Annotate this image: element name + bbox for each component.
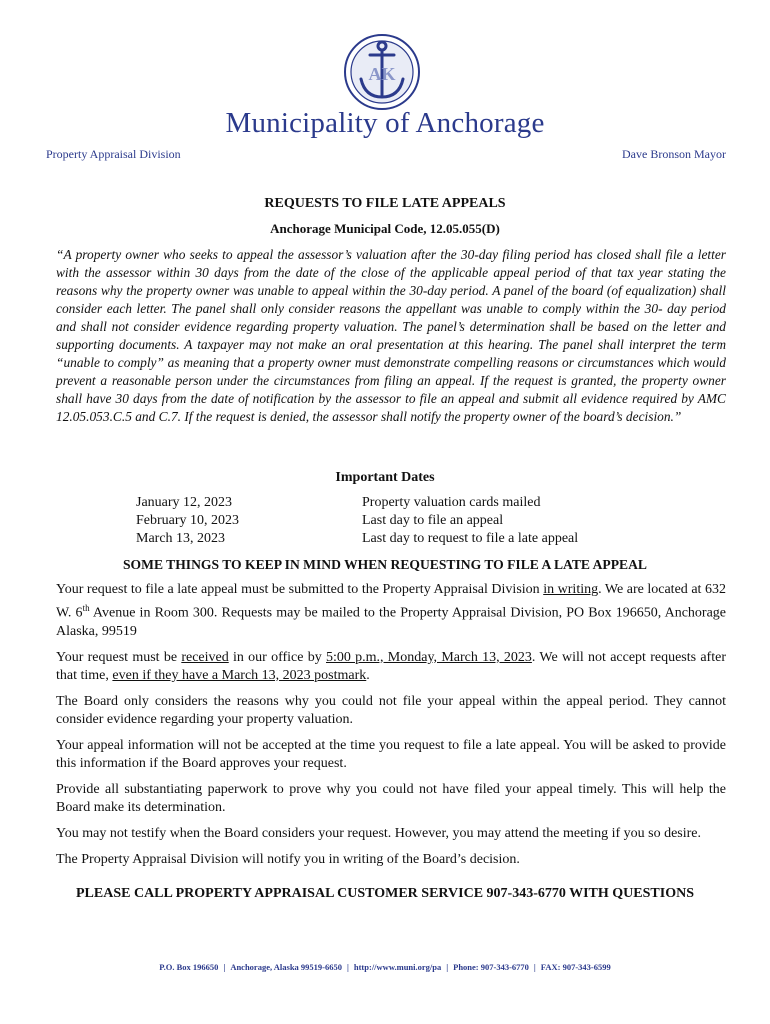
paragraph-deadline: Your request must be received in our office by 5:00 p.m., Monday, March 13, 2023. We will not accept requests after that time, even if they have a March 13, 2023 postmark. (56, 649, 726, 683)
footer-fax: FAX: 907-343-6599 (540, 962, 611, 972)
division-name: Property Appraisal Division (46, 147, 181, 161)
footer-separator: | (533, 962, 536, 972)
important-dates-heading: Important Dates (335, 470, 435, 485)
footer-separator: | (446, 962, 449, 972)
footer-pobox: P.O. Box 196650 (159, 962, 219, 972)
paragraph-board-considers: The Board only considers the reasons why you could not file your appeal within the appeal period. They cannot consider evidence regarding your property valuation. (56, 693, 726, 727)
paragraph-appeal-information: Your appeal information will not be accepted at the time you request to file a late appeal. You will be asked to provide this information if the Board approves your request. (56, 737, 726, 771)
footer-separator: | (347, 962, 349, 972)
municipal-code-reference: Anchorage Municipal Code, 12.05.055(D) (270, 221, 500, 236)
guidance-body (56, 581, 726, 877)
date-value: February 10, 2023 (136, 513, 240, 528)
date-value: March 13, 2023 (136, 531, 226, 546)
municipality-name: Municipality of Anchorage (225, 107, 545, 139)
keep-in-mind-heading: SOME THINGS TO KEEP IN MIND WHEN REQUESTING TO FILE A LATE APPEAL (122, 557, 647, 572)
footer-city: Anchorage, Alaska 99519-6650 (230, 962, 342, 972)
footer-separator: | (223, 962, 226, 972)
municipality-seal-logo (343, 33, 421, 111)
customer-service-call-line: PLEASE CALL PROPERTY APPRAISAL CUSTOMER SERVICE 907-343-6770 WITH QUESTIONS (76, 886, 694, 901)
footer-contact (0, 962, 770, 972)
date-event: Property valuation cards mailed (362, 495, 541, 510)
document-title: REQUESTS TO FILE LATE APPEALS (264, 196, 506, 211)
seal-lettering: AK (368, 64, 396, 84)
code-quotation: “A property owner who seeks to appeal the assessor’s valuation after the 30-day filing period has closed shall file a letter with the assessor within 30 days from the date of the close of the applicable appeal period of that tax year stating the reasons why the property owner was unable to appeal within the 30-day period. A panel of the board (of equalization) shall consider each letter. The panel shall only consider reasons the appellant was unable to comply within the 30- day period and shall not consider evidence regarding property valuation. The panel’s determination shall be based on the letter and supporting documents. A taxpayer may not make an oral presentation at this hearing. The panel shall interpret the term “unable to comply” as meaning that a property owner must demonstrate compelling reasons or circumstances which would prevent a reasonable person under the circumstances from filing an appeal. If the request is granted, the property owner shall have 30 days from the date of notification by the assessor to file an appeal and submit all evidence required by AMC 12.05.053.C.5 and C.7. If the request is denied, the assessor shall notify the property owner of the board’s decision.” (56, 247, 726, 424)
paragraph-testify: You may not testify when the Board considers your request. However, you may attend the meeting if you so desire. (56, 825, 701, 841)
date-row (136, 530, 578, 548)
date-event: Last day to file an appeal (362, 513, 504, 528)
date-event: Last day to request to file a late appeal (362, 531, 579, 546)
date-value: January 12, 2023 (136, 495, 233, 510)
footer-url-link[interactable]: http://www.muni.org/pa (353, 962, 442, 972)
date-row (136, 512, 578, 530)
footer-phone: Phone: 907-343-6770 (453, 962, 529, 972)
paragraph-submission: Your request to file a late appeal must be submitted to the Property Appraisal Division in writing. We are located at 632 W. 6th Avenue in Room 300. Requests may be mailed to the Property Appraisal Division, PO Box 196650, Anchorage Alaska, 99519 (56, 582, 726, 639)
mayor-name: Dave Bronson Mayor (622, 147, 726, 161)
important-dates-list (136, 494, 578, 548)
paragraph-paperwork: Provide all substantiating paperwork to prove why you could not have filed your appeal timely. This will help the Board make its determination. (56, 781, 726, 815)
paragraph-notification: The Property Appraisal Division will notify you in writing of the Board’s decision. (56, 851, 520, 867)
date-row (136, 494, 578, 512)
